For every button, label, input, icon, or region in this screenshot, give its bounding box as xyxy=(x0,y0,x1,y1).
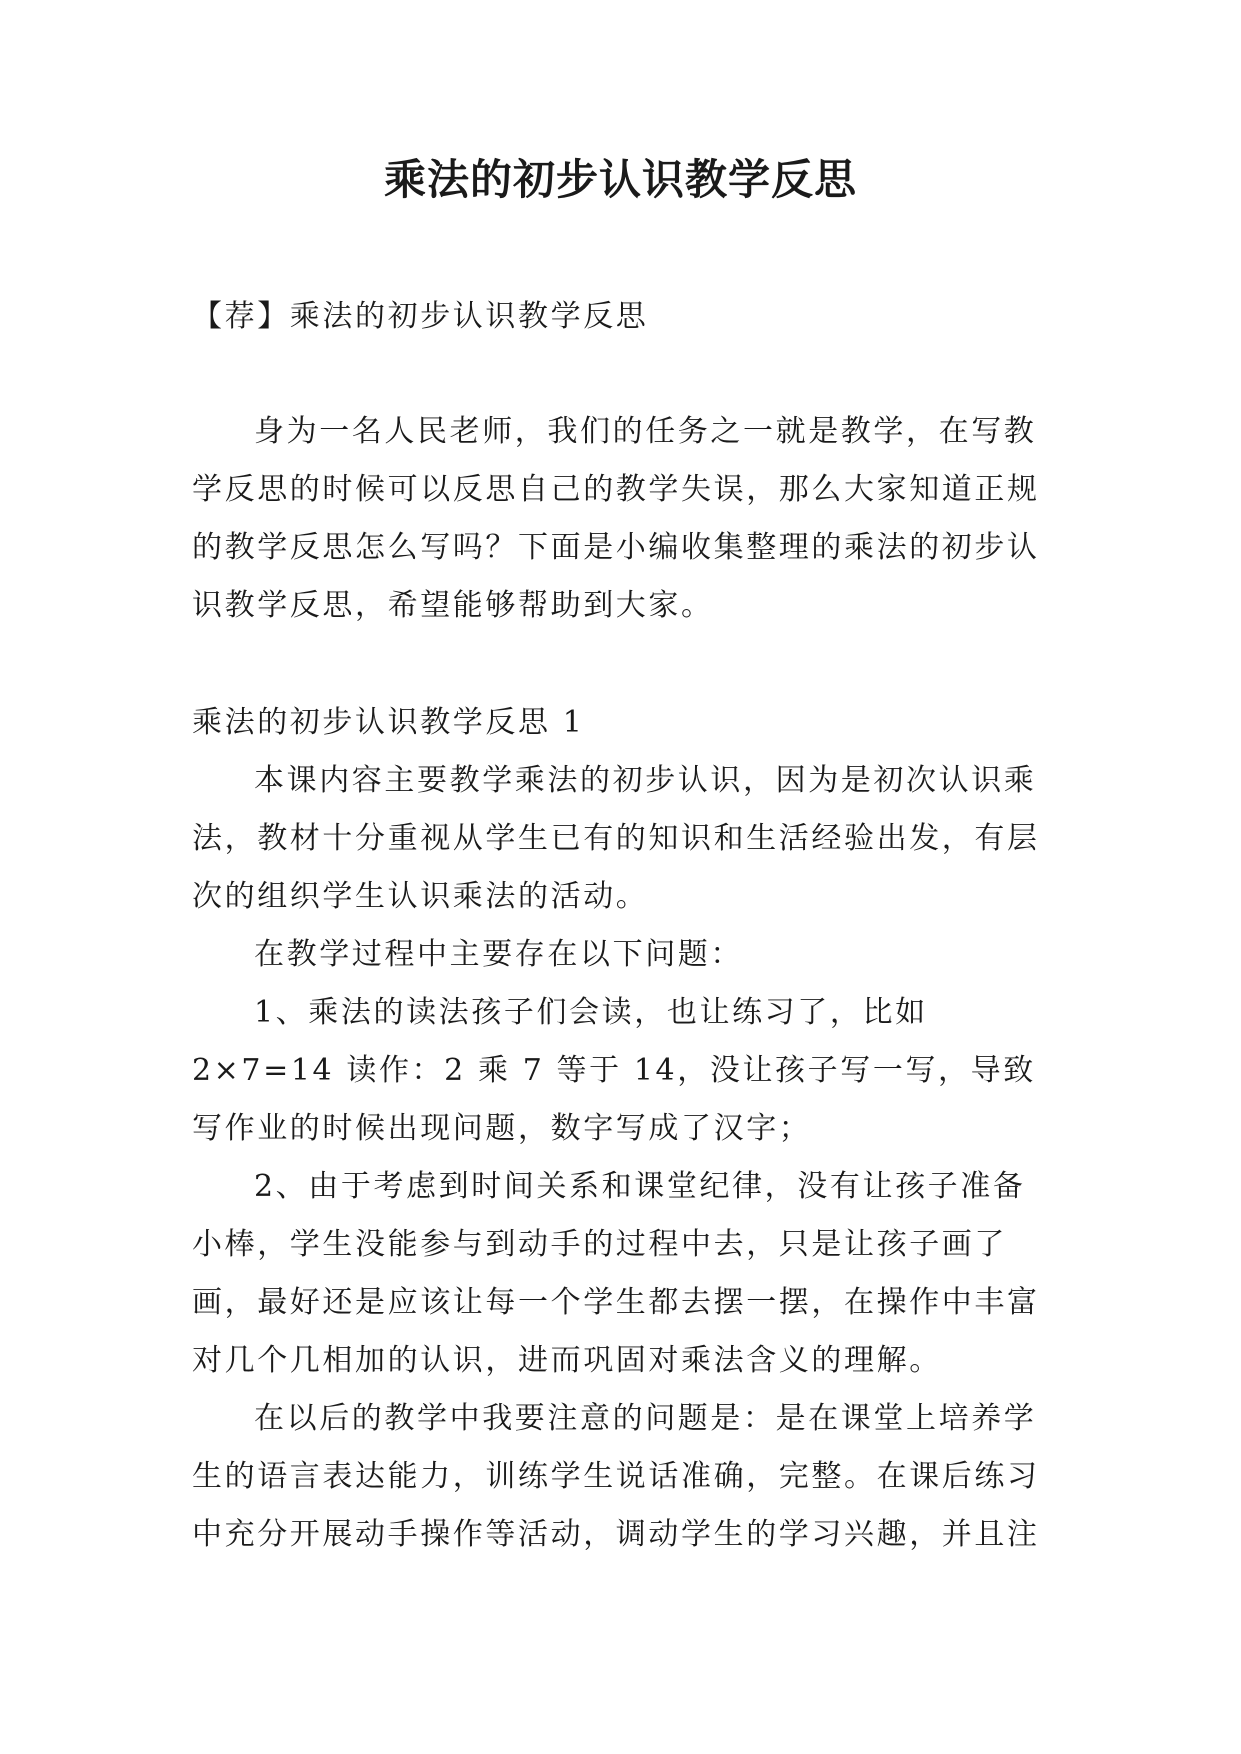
intro-paragraph: 身为一名人民老师，我们的任务之一就是教学，在写教学反思的时候可以反思自己的教学失误，那么大家知道正规的教学反思怎么写吗？下面是小编收集整理的乘法的初步认识教学反思，希望能够帮助到大家。 xyxy=(192,414,1040,623)
section-heading: 乘法的初步认识教学反思 1 xyxy=(192,705,585,740)
section-paragraph: 1、乘法的读法孩子们会读，也让练习了，比如 2×7=14 读作：2 乘 7 等于 14，没让孩子写一写，导致写作业的时候出现问题，数字写成了汉字； xyxy=(192,995,1036,1146)
section-paragraph: 2、由于考虑到时间关系和课堂纪律，没有让孩子准备小棒，学生没能参与到动手的过程中去，只是让孩子画了画，最好还是应该让每一个学生都去摆一摆，在操作中丰富对几个几相加的认识，进而巩固对乘法含义的理解。 xyxy=(192,1169,1040,1378)
section-1 xyxy=(192,694,1058,1564)
document-title: 乘法的初步认识教学反思 xyxy=(383,155,857,204)
section-paragraph: 本课内容主要教学乘法的初步认识，因为是初次认识乘法，教材十分重视从学生已有的知识和生活经验出发，有层次的组织学生认识乘法的活动。 xyxy=(192,763,1040,914)
section-paragraph: 在教学过程中主要存在以下问题： xyxy=(254,937,743,972)
section-paragraph: 在以后的教学中我要注意的问题是：是在课堂上培养学生的语言表达能力，训练学生说话准确，完整。在课后练习中充分开展动手操作等活动，调动学生的学习兴趣，并且注 xyxy=(192,1401,1040,1552)
document-subtitle: 【荐】乘法的初步认识教学反思 xyxy=(192,299,649,334)
